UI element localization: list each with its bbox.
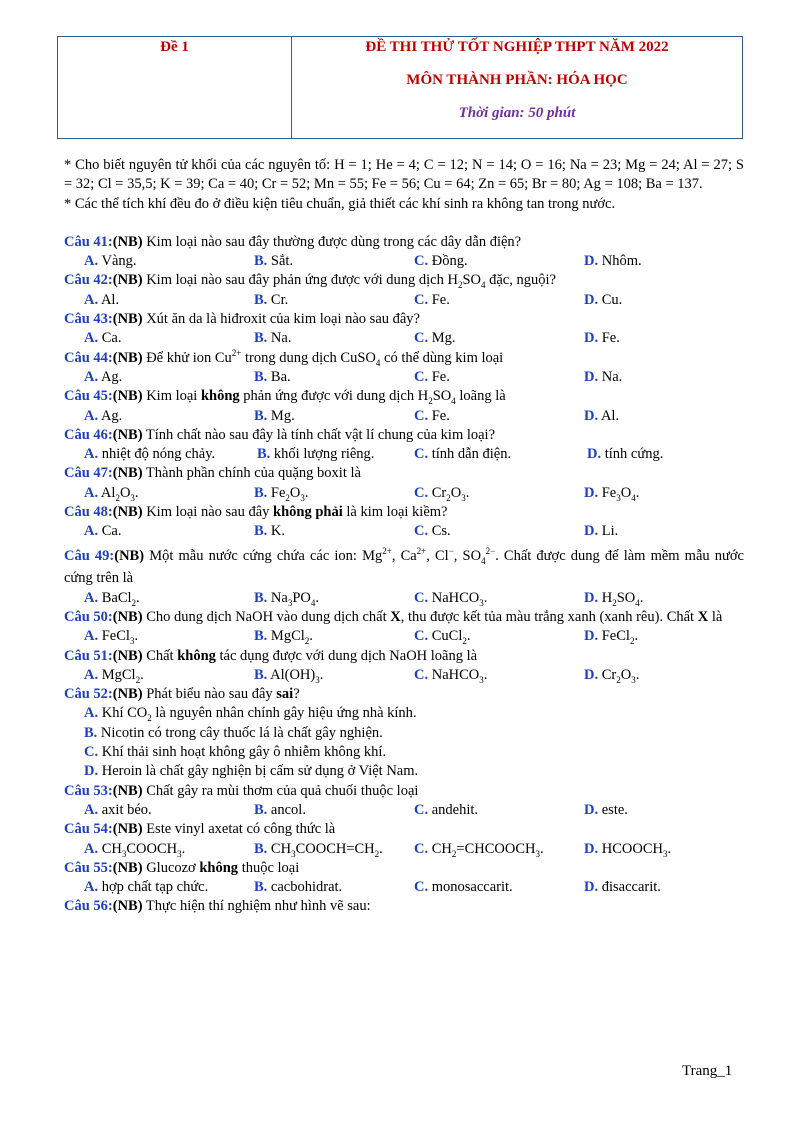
page-number: Trang_1 (682, 1063, 733, 1079)
question-49-options (64, 589, 744, 608)
atomic-masses-note: * Cho biết nguyên tử khối của các nguyên tố: H = 1; He = 4; C = 12; N = 14; O = 16; Na = 23; Mg = 24; Al = 27; S = 32; Cl = 35,5; K = 39; Ca = 40; Cr = 52; Mn = 55; Fe = 56; Cu = 64; Zn = 65; Br = 80; Ag = 108; Ba = 137. (64, 157, 744, 193)
question-51-options (64, 666, 744, 685)
option-a[interactable]: A. Al. (84, 291, 120, 308)
exam-time: Thời gian: 50 phút (458, 105, 576, 121)
option-c[interactable]: C. Đồng. (414, 253, 468, 270)
option-c[interactable]: C. andehit. (414, 801, 479, 818)
option-b[interactable]: B. $CH_3COOCH=CH_2$. (254, 840, 383, 859)
option-a[interactable]: A. nhiệt độ nóng chảy. (84, 446, 216, 463)
question-52: Câu 52:(NB) Phát biểu nào sau đây sai? (64, 686, 300, 703)
option-c[interactable]: C. $CH_2=CHCOOCH_3$. (414, 840, 544, 859)
option-a[interactable]: A. Vàng. (84, 253, 137, 270)
gas-note: * Các thể tích khí đều đo ở điều kiện tiêu chuẩn, giả thiết các khí sinh ra không tan trong nước. (64, 195, 616, 212)
option-b[interactable]: B. K. (254, 523, 286, 540)
option-b[interactable]: B. Nicotin có trong cây thuốc lá là chất gây nghiện. (84, 724, 383, 741)
option-a[interactable]: A. Ca. (84, 523, 122, 540)
option-a[interactable]: A. Khí $CO_2$ là nguyên nhân chính gây hiệu ứng nhà kính. (84, 705, 417, 724)
question-46: Câu 46:(NB) Tính chất nào sau đây là tính chất vật lí chung của kim loại? (64, 426, 496, 443)
question-55-options (64, 878, 744, 897)
exam-code: Đề 1 (160, 39, 189, 55)
question-54-options (64, 840, 744, 859)
option-b[interactable]: B. $Na_3PO_4$. (254, 589, 320, 608)
option-b[interactable]: B. ancol. (254, 801, 306, 818)
option-d[interactable]: D. $Fe_3O_4$. (584, 484, 640, 503)
question-47: Câu 47:(NB) Thành phần chính của quặng boxit là (64, 465, 361, 482)
question-48: Câu 48:(NB) Kim loại nào sau đây không phải là kim loại kiềm? (64, 504, 448, 521)
question-54: Câu 54:(NB) Este vinyl axetat có công thức là (64, 821, 336, 838)
option-a[interactable]: A. $Al_2O_3$. (84, 484, 139, 503)
question-56: Câu 56:(NB) Thực hiện thí nghiệm như hình vẽ sau: (64, 898, 371, 915)
option-d[interactable]: D. Fe. (584, 330, 620, 347)
option-b[interactable]: B. Sắt. (254, 253, 294, 270)
option-b[interactable]: B. khối lượng riêng. (257, 446, 375, 463)
question-44: Câu 44:(NB) Để khử ion $Cu^{2+}$ trong dung dịch CuSO$_4$ có thể dùng kim loại (64, 347, 504, 368)
option-d[interactable]: D. Na. (584, 368, 623, 385)
option-b[interactable]: B. Ba. (254, 368, 291, 385)
question-55: Câu 55:(NB) Glucozơ không thuộc loại (64, 859, 300, 876)
option-a[interactable]: A. $CH_3COOCH_3$. (84, 840, 186, 859)
option-d[interactable]: D. Cu. (584, 291, 623, 308)
option-d[interactable]: D. $HCOOCH_3$. (584, 840, 672, 859)
option-a[interactable]: A. Ag. (84, 368, 123, 385)
option-b[interactable]: B. Mg. (254, 407, 295, 424)
option-c[interactable]: C. $Cr_2O_3$. (414, 484, 470, 503)
option-c[interactable]: C. Cs. (414, 523, 451, 540)
question-48-options (64, 522, 744, 541)
question-45-options (64, 407, 744, 426)
question-43-options (64, 329, 744, 348)
option-a[interactable]: A. FeCl$_3$. (84, 628, 139, 647)
option-c[interactable]: C. Khí thải sinh hoạt không gây ô nhiễm không khí. (84, 744, 387, 761)
question-49: Câu 49:(NB) Một mẫu nước cứng chứa các ion: $Mg^{2+}$, $Ca^{2+}$, Cl−, $SO_4^{2-}$. Chất được dung để làm mềm mẫu nước cứng trên là (64, 545, 744, 586)
option-b[interactable]: B. Na. (254, 330, 292, 347)
exam-title: ĐỀ THI THỬ TỐT NGHIỆP THPT NĂM 2022 (365, 39, 669, 55)
option-c[interactable]: C. NaHCO$_3$. (414, 666, 488, 685)
question-43: Câu 43:(NB) Xút ăn da là hiđroxit của kim loại nào sau đây? (64, 311, 420, 328)
question-46-options (64, 445, 744, 464)
exam-code-cell (58, 37, 292, 138)
option-a[interactable]: A. hợp chất tạp chức. (84, 879, 209, 896)
option-c[interactable]: C. Fe. (414, 407, 450, 424)
option-d[interactable]: D. $Cr_2O_3$. (584, 666, 640, 685)
option-a[interactable]: A. MgCl$_2$. (84, 666, 144, 685)
option-d[interactable]: D. Nhôm. (584, 253, 642, 270)
question-50: Câu 50:(NB) Cho dung dịch NaOH vào dung dịch chất X, thu được kết tủa màu trắng xanh (xanh rêu). Chất X là (64, 608, 723, 625)
option-b[interactable]: B. MgCl$_2$. (254, 628, 313, 647)
exam-header (57, 36, 743, 139)
question-42: Câu 42:(NB) Kim loại nào sau đây phản ứng được với dung dịch $H_2SO_4$ đặc, nguội? (64, 272, 556, 291)
question-45: Câu 45:(NB) Kim loại không phản ứng được với dung dịch $H_2SO_4$ loãng là (64, 388, 506, 407)
question-44-options (64, 368, 744, 387)
option-c[interactable]: C. CuCl$_2$. (414, 628, 471, 647)
option-c[interactable]: C. NaHCO$_3$. (414, 589, 488, 608)
exam-info-cell (292, 37, 742, 138)
option-c[interactable]: C. tính dẫn điện. (414, 446, 512, 463)
option-c[interactable]: C. Fe. (414, 291, 450, 308)
option-b[interactable]: B. $Fe_2O_3$. (254, 484, 309, 503)
option-d[interactable]: D. đisaccarit. (584, 879, 661, 896)
option-d[interactable]: D. FeCl$_2$. (584, 628, 639, 647)
option-d[interactable]: D. Heroin là chất gây nghiện bị cấm sử dụng ở Việt Nam. (84, 763, 419, 780)
question-42-options (64, 291, 744, 310)
option-d[interactable]: D. Li. (584, 523, 619, 540)
option-d[interactable]: D. Al. (584, 407, 620, 424)
exam-content (64, 156, 744, 917)
option-c[interactable]: C. monosaccarit. (414, 879, 513, 896)
question-47-options (64, 484, 744, 503)
question-41-options (64, 252, 744, 271)
question-53-options (64, 801, 744, 820)
option-a[interactable]: A. axit béo. (84, 801, 152, 818)
option-a[interactable]: A. Ag. (84, 407, 123, 424)
question-51: Câu 51:(NB) Chất không tác dụng được với dung dịch NaOH loãng là (64, 647, 478, 664)
option-a[interactable]: A. BaCl$_2$. (84, 589, 140, 608)
option-c[interactable]: C. Mg. (414, 330, 456, 347)
option-d[interactable]: D. este. (584, 801, 628, 818)
option-d[interactable]: D. $H_2SO_4$. (584, 589, 644, 608)
option-b[interactable]: B. Cr. (254, 291, 289, 308)
option-a[interactable]: A. Ca. (84, 330, 122, 347)
exam-subject: MÔN THÀNH PHẦN: HÓA HỌC (406, 72, 628, 88)
option-d[interactable]: D. tính cứng. (587, 446, 664, 463)
option-b[interactable]: B. $Al(OH)_3$. (254, 666, 324, 685)
option-b[interactable]: B. cacbohidrat. (254, 879, 343, 896)
question-53: Câu 53:(NB) Chất gây ra mùi thơm của quả chuối thuộc loại (64, 782, 419, 799)
question-41: Câu 41:(NB) Kim loại nào sau đây thường được dùng trong các dây dẫn điện? (64, 233, 522, 250)
option-c[interactable]: C. Fe. (414, 368, 450, 385)
question-50-options (64, 627, 744, 646)
